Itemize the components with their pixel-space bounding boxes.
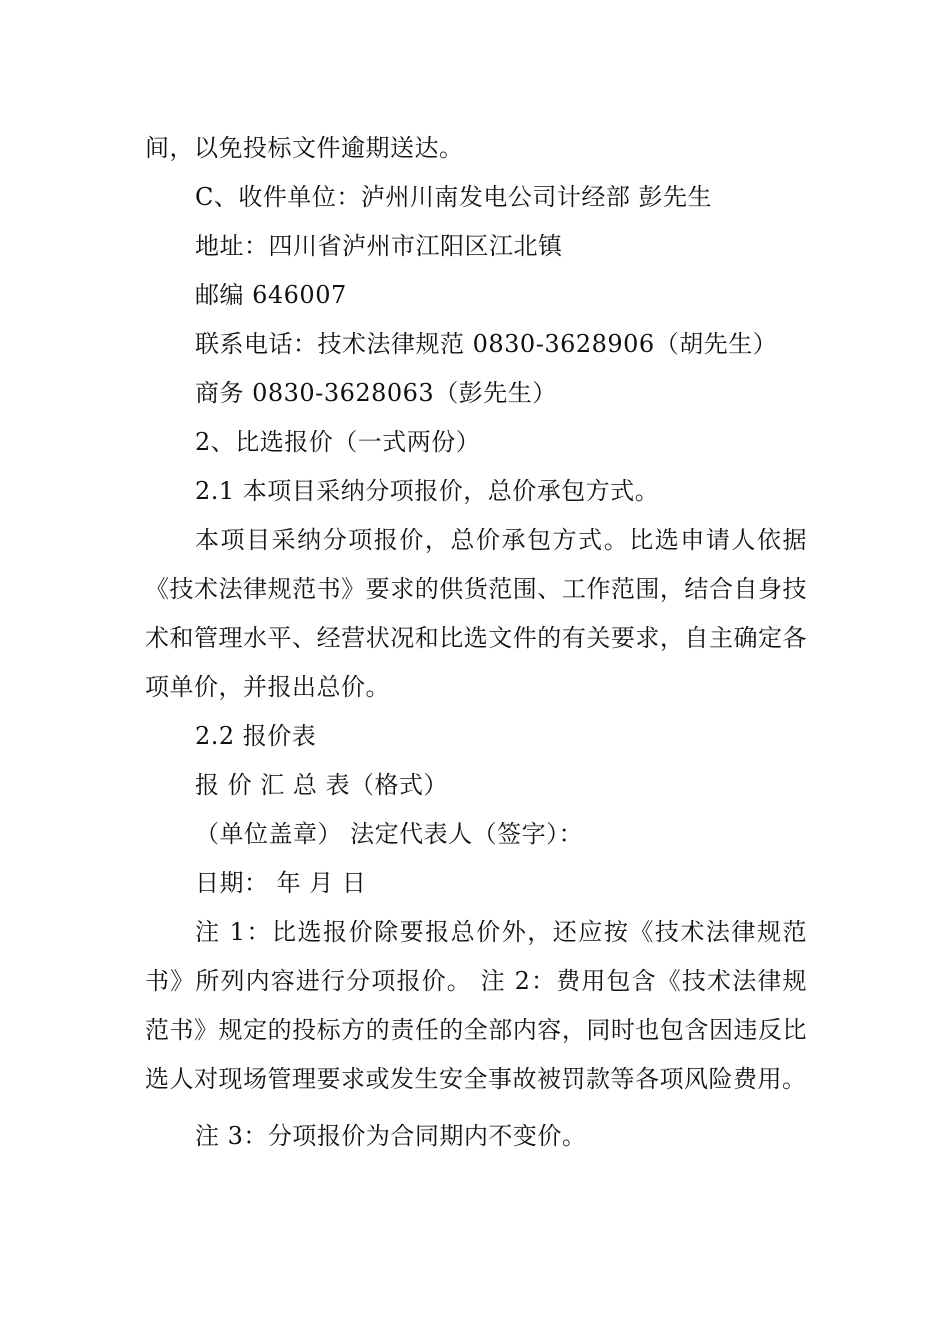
paragraph-quotation-detail: 本项目采纳分项报价，总价承包方式。比选申请人依据《技术法律规范书》要求的供货范围、工作范围，结合自身技术和管理水平、经营状况和比选文件的有关要求，自主确定各项单价，并报出总价。	[145, 526, 807, 701]
paragraph-notes-1-2: 注 1：比选报价除要报总价外，还应按《技术法律规范书》所列内容进行分项报价。 注 2：费用包含《技术法律规范书》规定的投标方的责任的全部内容，同时也包含因违反比选人对现场管理要求或发生安全事故被罚款等各项风险费用。	[145, 918, 807, 1093]
section-heading-quotation: 2、比选报价（一式两份）	[195, 428, 481, 456]
paragraph-phone-technical: 联系电话：技术法律规范 0830-3628906（胡先生）	[195, 330, 778, 358]
paragraph-recipient: C、收件单位：泸州川南发电公司计经部 彭先生	[195, 183, 712, 211]
paragraph-quotation-method: 2.1 本项目采纳分项报价，总价承包方式。	[195, 477, 660, 505]
document-body	[145, 124, 807, 1161]
paragraph-continuation: 间，以免投标文件逾期送达。	[145, 134, 464, 162]
paragraph-postcode: 邮编 646007	[195, 281, 347, 309]
paragraph-phone-business: 商务 0830-3628063（彭先生）	[195, 379, 557, 407]
paragraph-summary-table-title: 报 价 汇 总 表（格式）	[195, 771, 449, 799]
paragraph-note-3: 注 3：分项报价为合同期内不变价。	[195, 1122, 587, 1150]
paragraph-date: 日期： 年 月 日	[195, 869, 367, 897]
section-heading-quotation-table: 2.2 报价表	[195, 722, 317, 750]
paragraph-seal-signature: （单位盖章） 法定代表人（签字）：	[195, 820, 584, 848]
paragraph-address: 地址：四川省泸州市江阳区江北镇	[195, 232, 563, 260]
